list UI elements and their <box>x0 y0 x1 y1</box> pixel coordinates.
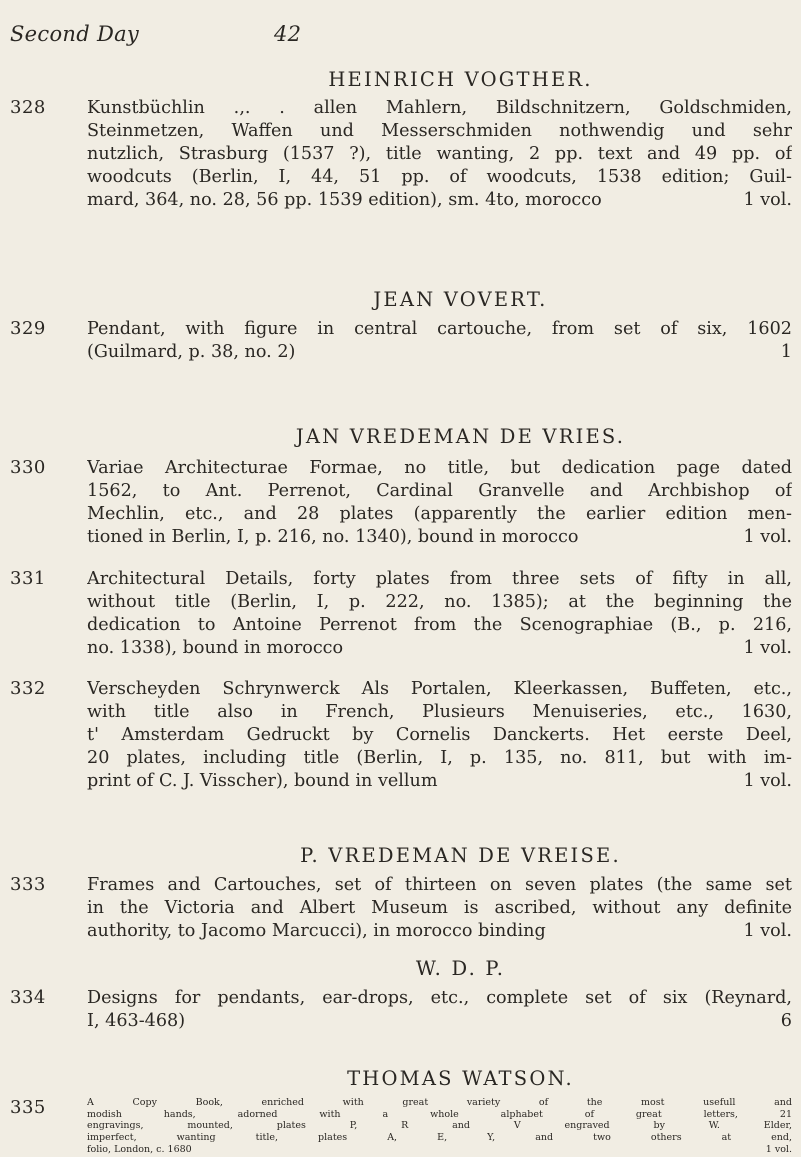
quantity: 1 vol. <box>743 638 792 658</box>
entry-line: Frames and Cartouches, set of thirteen on seven plates (the same set <box>87 875 792 895</box>
lot-number: 331 <box>10 568 46 589</box>
section-heading: THOMAS WATSON. <box>347 1067 574 1090</box>
entry-description <box>87 874 792 943</box>
lot-number: 328 <box>10 97 46 118</box>
entry-line: with title also in French, Plusieurs Menuiseries, etc., 1630, <box>87 702 792 722</box>
entry-line: Verscheyden Schrynwerck Als Portalen, Kleerkassen, Buffeten, etc., <box>87 679 792 699</box>
section-heading: HEINRICH VOGTHER. <box>328 68 593 91</box>
entry-line: 20 plates, including title (Berlin, I, p. 135, no. 811, but with im- <box>87 748 792 768</box>
quantity: 1 vol. <box>743 190 792 210</box>
section-heading: P. VREDEMAN DE VREISE. <box>300 844 621 867</box>
quantity: 6 <box>780 1011 792 1031</box>
lot-number: 333 <box>10 874 46 895</box>
page-number: 42 <box>274 22 302 46</box>
section-heading: JAN VREDEMAN DE VRIES. <box>295 425 626 448</box>
quantity: 1 vol. <box>743 921 792 941</box>
entry-line: nutzlich, Strasburg (1537 ?), title wanting, 2 pp. text and 49 pp. of <box>87 144 792 164</box>
entry-line: Kunstbüchlin .‚. . allen Mahlern, Bildschnitzern, Goldschmiden, <box>87 98 792 118</box>
entry-line: no. 1338), bound in morocco <box>87 638 344 658</box>
entry-line: Designs for pendants, ear-drops, etc., complete set of six (Reynard, <box>87 988 792 1008</box>
entry-line: Architectural Details, forty plates from three sets of fifty in all, <box>87 569 792 589</box>
running-head-day: Second Day <box>10 22 140 46</box>
entry-line: mard, 364, no. 28, 56 pp. 1539 edition), sm. 4to, morocco <box>87 190 602 210</box>
entry-line: imperfect, wanting title, plates A, E, Y, and two others at end, <box>87 1132 792 1144</box>
lot-number: 335 <box>10 1097 46 1118</box>
entry-description <box>87 97 792 212</box>
entry-line: Pendant, with figure in central cartouche, from set of six, 1602 <box>87 319 792 339</box>
lot-number: 329 <box>10 318 46 339</box>
entry-line: woodcuts (Berlin, I, 44, 51 pp. of woodcuts, 1538 edition; Guil- <box>87 167 792 187</box>
entry-line: Steinmetzen, Waffen und Messerschmiden nothwendig und sehr <box>87 121 792 141</box>
lot-number: 334 <box>10 987 46 1008</box>
entry-line: (Guilmard, p. 38, no. 2) <box>87 342 296 362</box>
entry-line: I, 463-468) <box>87 1011 186 1031</box>
entry-line: dedication to Antoine Perrenot from the Scenographiae (B., p. 216, <box>87 615 792 635</box>
entry-line: without title (Berlin, I, p. 222, no. 1385); at the beginning the <box>87 592 792 612</box>
entry-line: Variae Architecturae Formae, no title, but dedication page dated <box>87 458 792 478</box>
entry-description <box>87 987 792 1033</box>
quantity: 1 vol. <box>743 771 792 791</box>
entry-line: in the Victoria and Albert Museum is ascribed, without any definite <box>87 898 792 918</box>
entry-line: A Copy Book, enriched with great variety of the most usefull and <box>87 1097 792 1108</box>
section-heading: JEAN VOVERT. <box>373 288 548 311</box>
entry-description <box>87 568 792 660</box>
entry-line: 1562, to Ant. Perrenot, Cardinal Granvelle and Archbishop of <box>87 481 792 501</box>
entry-line: Mechlin, etc., and 28 plates (apparently the earlier edition men- <box>87 504 792 524</box>
entry-description <box>87 1097 792 1155</box>
entry-line: t' Amsterdam Gedruckt by Cornelis Danckerts. Het eerste Deel, <box>87 725 792 745</box>
entry-line: folio, London, c. 1680 <box>87 1143 192 1155</box>
section-heading: W. D. P. <box>415 957 506 980</box>
quantity: 1 <box>780 342 792 362</box>
entry-description <box>87 457 792 549</box>
entry-description <box>87 318 792 364</box>
entry-line: authority, to Jacomo Marcucci), in morocco binding <box>87 921 546 941</box>
entry-description <box>87 678 792 793</box>
quantity: 1 vol. <box>765 1143 792 1155</box>
entry-line: tioned in Berlin, I, p. 216, no. 1340), bound in morocco <box>87 527 579 547</box>
quantity: 1 vol. <box>743 527 792 547</box>
entry-line: engravings, mounted, plates P, R and V engraved by W. Elder, <box>87 1120 792 1132</box>
lot-number: 330 <box>10 457 46 478</box>
entry-line: modish hands, adorned with a whole alphabet of great letters, 21 <box>87 1108 792 1120</box>
entry-line: print of C. J. Visscher), bound in vellum <box>87 771 438 791</box>
lot-number: 332 <box>10 678 46 699</box>
